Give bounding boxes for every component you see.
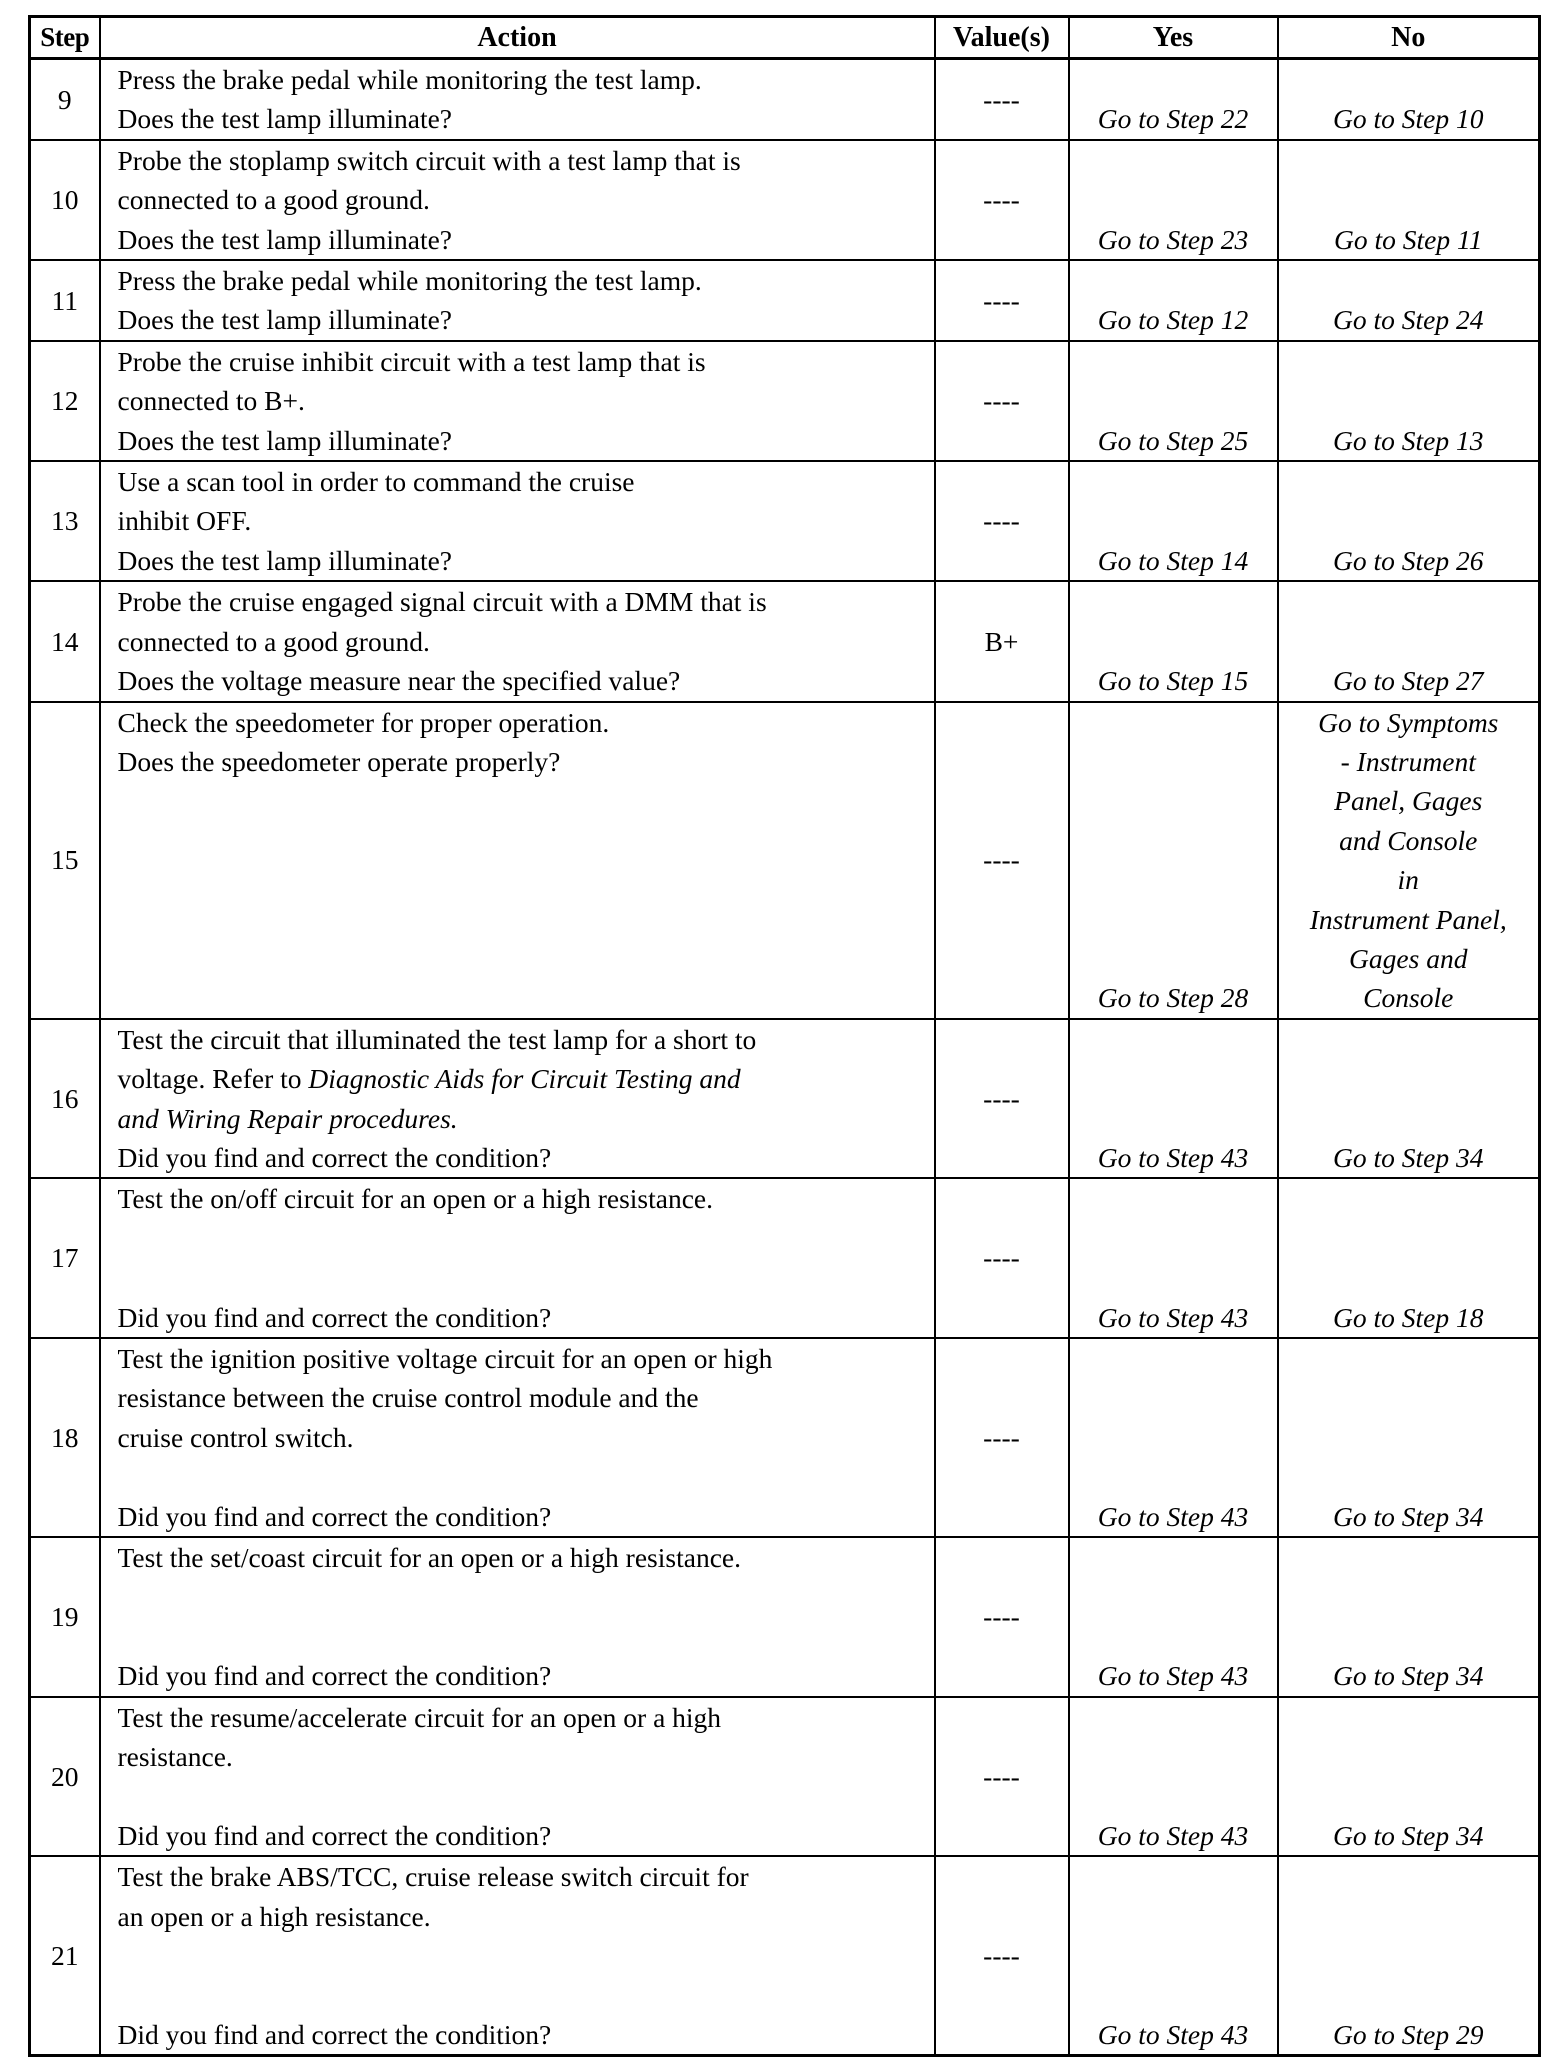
action-line bbox=[118, 1138, 924, 1177]
no-line: Go to Step 18 bbox=[1333, 1301, 1484, 1333]
action-cell bbox=[100, 341, 935, 461]
action-cell bbox=[100, 1856, 935, 2056]
step-number: 9 bbox=[30, 59, 100, 140]
table-row bbox=[30, 1697, 1540, 1857]
step-number: 16 bbox=[30, 1019, 100, 1179]
action-line: connected to B+. bbox=[117, 385, 305, 417]
table-row bbox=[30, 260, 1540, 341]
yes-cell: Go to Step 43 bbox=[1069, 1697, 1278, 1857]
action-text: Did you find and correct the condition? bbox=[117, 1141, 552, 1173]
action-line bbox=[118, 1099, 924, 1138]
step-number: 20 bbox=[30, 1697, 100, 1857]
action-line: Test the ignition positive voltage circuit for an open or high bbox=[117, 1343, 773, 1374]
no-line: Go to Step 27 bbox=[1333, 665, 1484, 697]
action-line bbox=[118, 821, 924, 860]
no-line: Go to Step 34 bbox=[1333, 1141, 1484, 1173]
action-line bbox=[118, 939, 924, 978]
value-cell: ---- bbox=[935, 461, 1069, 581]
value-cell: ---- bbox=[935, 140, 1069, 260]
no-cell bbox=[1278, 1019, 1540, 1179]
action-line: Does the test lamp illuminate? bbox=[117, 103, 452, 135]
action-cell bbox=[100, 461, 935, 581]
value-cell: ---- bbox=[935, 1338, 1069, 1537]
action-text: voltage. Refer to bbox=[117, 1063, 309, 1095]
value-cell: ---- bbox=[935, 59, 1069, 140]
action-cell bbox=[100, 59, 935, 140]
table-row bbox=[30, 1019, 1540, 1179]
action-line bbox=[118, 1776, 924, 1815]
no-line: in bbox=[1397, 864, 1419, 896]
no-line: Console bbox=[1363, 982, 1454, 1014]
yes-cell: Go to Step 15 bbox=[1069, 581, 1278, 701]
action-line bbox=[118, 860, 924, 899]
action-cell bbox=[100, 140, 935, 260]
yes-cell: Go to Step 43 bbox=[1069, 1537, 1278, 1697]
action-line: Does the speedometer operate properly? bbox=[117, 745, 561, 777]
action-line: Does the test lamp illuminate? bbox=[117, 424, 452, 456]
no-cell bbox=[1278, 341, 1540, 461]
yes-cell: Go to Step 43 bbox=[1069, 1178, 1278, 1338]
no-line: Go to Step 11 bbox=[1334, 223, 1483, 255]
value-cell: ---- bbox=[935, 1856, 1069, 2056]
no-line: Go to Step 24 bbox=[1333, 304, 1484, 336]
action-line: Use a scan tool in order to command the cruise bbox=[117, 466, 635, 498]
no-line: Go to Step 10 bbox=[1333, 103, 1484, 135]
table-row bbox=[30, 140, 1540, 260]
table-row bbox=[30, 1338, 1540, 1537]
header-row bbox=[30, 17, 1540, 59]
no-line: Go to Step 13 bbox=[1333, 424, 1484, 456]
table-row bbox=[30, 1856, 1540, 2056]
no-line: and Console bbox=[1339, 824, 1478, 856]
action-reference: Diagnostic Aids for Circuit Testing and bbox=[308, 1063, 741, 1095]
action-line: resistance between the cruise control module and the bbox=[117, 1382, 699, 1414]
action-line: Test the brake ABS/TCC, cruise release switch circuit for bbox=[117, 1861, 749, 1893]
action-line bbox=[118, 1219, 924, 1258]
header-value: Value(s) bbox=[935, 17, 1069, 59]
value-cell: B+ bbox=[935, 581, 1069, 701]
action-line bbox=[118, 1020, 924, 1059]
action-line: Test the set/coast circuit for an open or a high resistance. bbox=[117, 1542, 741, 1574]
header-yes: Yes bbox=[1069, 17, 1278, 59]
action-cell bbox=[100, 260, 935, 341]
action-cell bbox=[100, 1178, 935, 1338]
action-line: an open or a high resistance. bbox=[117, 1900, 431, 1932]
step-number: 13 bbox=[30, 461, 100, 581]
action-cell bbox=[100, 1019, 935, 1179]
table-row bbox=[30, 341, 1540, 461]
header-action: Action bbox=[100, 17, 935, 59]
action-line: Press the brake pedal while monitoring the test lamp. bbox=[117, 64, 702, 95]
yes-cell: Go to Step 43 bbox=[1069, 1856, 1278, 2056]
step-number: 15 bbox=[30, 702, 100, 1019]
action-line: inhibit OFF. bbox=[117, 505, 252, 537]
no-line: Go to Symptoms bbox=[1318, 706, 1499, 738]
diagnostic-table bbox=[28, 15, 1541, 2057]
header-no: No bbox=[1278, 17, 1540, 59]
action-line: connected to a good ground. bbox=[117, 184, 430, 216]
no-cell bbox=[1278, 1178, 1540, 1338]
table-row bbox=[30, 702, 1540, 1019]
no-cell bbox=[1278, 702, 1540, 1019]
action-line bbox=[118, 900, 924, 939]
action-line bbox=[118, 1936, 924, 1975]
no-line: Panel, Gages bbox=[1334, 785, 1483, 817]
table-row bbox=[30, 461, 1540, 581]
no-line: - Instrument bbox=[1340, 745, 1476, 777]
value-cell: ---- bbox=[935, 702, 1069, 1019]
action-line: Does the test lamp illuminate? bbox=[117, 304, 452, 336]
action-line: Check the speedometer for proper operation. bbox=[117, 706, 610, 738]
action-line: connected to a good ground. bbox=[117, 625, 430, 657]
step-number: 11 bbox=[30, 260, 100, 341]
no-line: Go to Step 26 bbox=[1333, 544, 1484, 576]
yes-cell: Go to Step 23 bbox=[1069, 140, 1278, 260]
action-line: Probe the stoplamp switch circuit with a test lamp that is bbox=[117, 144, 741, 176]
no-cell bbox=[1278, 581, 1540, 701]
action-line bbox=[118, 1457, 924, 1496]
yes-cell: Go to Step 14 bbox=[1069, 461, 1278, 581]
action-cell bbox=[100, 1338, 935, 1537]
action-cell bbox=[100, 1537, 935, 1697]
value-cell: ---- bbox=[935, 1019, 1069, 1179]
action-line: cruise control switch. bbox=[117, 1421, 354, 1453]
action-reference: and Wiring Repair procedures. bbox=[117, 1102, 458, 1134]
table-body bbox=[30, 59, 1540, 2056]
action-line: Did you find and correct the condition? bbox=[117, 1301, 552, 1333]
action-line: Does the test lamp illuminate? bbox=[117, 223, 452, 255]
value-cell: ---- bbox=[935, 1537, 1069, 1697]
yes-cell: Go to Step 12 bbox=[1069, 260, 1278, 341]
action-line: Does the voltage measure near the specified value? bbox=[117, 665, 681, 697]
table-row bbox=[30, 1537, 1540, 1697]
table-row bbox=[30, 581, 1540, 701]
value-cell: ---- bbox=[935, 1697, 1069, 1857]
action-line bbox=[118, 1577, 924, 1616]
action-line bbox=[118, 781, 924, 820]
action-line: Test the on/off circuit for an open or a high resistance. bbox=[117, 1183, 713, 1215]
action-line: resistance. bbox=[117, 1741, 233, 1773]
action-line: Press the brake pedal while monitoring the test lamp. bbox=[117, 265, 702, 297]
no-cell bbox=[1278, 260, 1540, 341]
value-cell: ---- bbox=[935, 1178, 1069, 1338]
step-number: 21 bbox=[30, 1856, 100, 2056]
action-line: Test the resume/accelerate circuit for an open or a high bbox=[117, 1701, 722, 1733]
step-number: 14 bbox=[30, 581, 100, 701]
action-line: Did you find and correct the condition? bbox=[117, 1819, 552, 1851]
no-cell bbox=[1278, 1856, 1540, 2056]
action-line bbox=[118, 1617, 924, 1656]
yes-cell: Go to Step 22 bbox=[1069, 59, 1278, 140]
no-line: Go to Step 34 bbox=[1333, 1500, 1484, 1532]
value-cell: ---- bbox=[935, 260, 1069, 341]
action-line: Does the test lamp illuminate? bbox=[117, 544, 452, 576]
no-cell bbox=[1278, 59, 1540, 140]
no-line: Go to Step 34 bbox=[1333, 1660, 1484, 1692]
step-number: 18 bbox=[30, 1338, 100, 1537]
step-number: 10 bbox=[30, 140, 100, 260]
action-line: Did you find and correct the condition? bbox=[117, 1500, 552, 1532]
step-number: 17 bbox=[30, 1178, 100, 1338]
action-line bbox=[118, 1059, 924, 1098]
no-line: Gages and bbox=[1349, 942, 1468, 974]
step-number: 12 bbox=[30, 341, 100, 461]
no-cell bbox=[1278, 1697, 1540, 1857]
header-step: Step bbox=[30, 17, 100, 59]
action-text: Test the circuit that illuminated the test lamp for a short to bbox=[117, 1023, 757, 1055]
action-cell bbox=[100, 1697, 935, 1857]
action-line: Probe the cruise engaged signal circuit with a DMM that is bbox=[117, 586, 767, 618]
yes-cell: Go to Step 25 bbox=[1069, 341, 1278, 461]
action-line: Did you find and correct the condition? bbox=[117, 1660, 552, 1692]
action-cell bbox=[100, 702, 935, 1019]
no-line: Instrument Panel, bbox=[1309, 903, 1507, 935]
table-row bbox=[30, 1178, 1540, 1338]
action-line bbox=[118, 1258, 924, 1297]
no-cell bbox=[1278, 461, 1540, 581]
no-cell bbox=[1278, 1338, 1540, 1537]
action-line: Probe the cruise inhibit circuit with a test lamp that is bbox=[117, 345, 706, 377]
table-row bbox=[30, 59, 1540, 140]
no-line: Go to Step 29 bbox=[1333, 2018, 1484, 2050]
action-cell bbox=[100, 581, 935, 701]
value-cell: ---- bbox=[935, 341, 1069, 461]
yes-cell: Go to Step 28 bbox=[1069, 702, 1278, 1019]
no-cell bbox=[1278, 1537, 1540, 1697]
step-number: 19 bbox=[30, 1537, 100, 1697]
action-line bbox=[118, 1976, 924, 2015]
action-line: Did you find and correct the condition? bbox=[117, 2018, 552, 2050]
action-line bbox=[118, 978, 924, 1017]
yes-cell: Go to Step 43 bbox=[1069, 1338, 1278, 1537]
yes-cell: Go to Step 43 bbox=[1069, 1019, 1278, 1179]
no-cell bbox=[1278, 140, 1540, 260]
no-line: Go to Step 34 bbox=[1333, 1819, 1484, 1851]
